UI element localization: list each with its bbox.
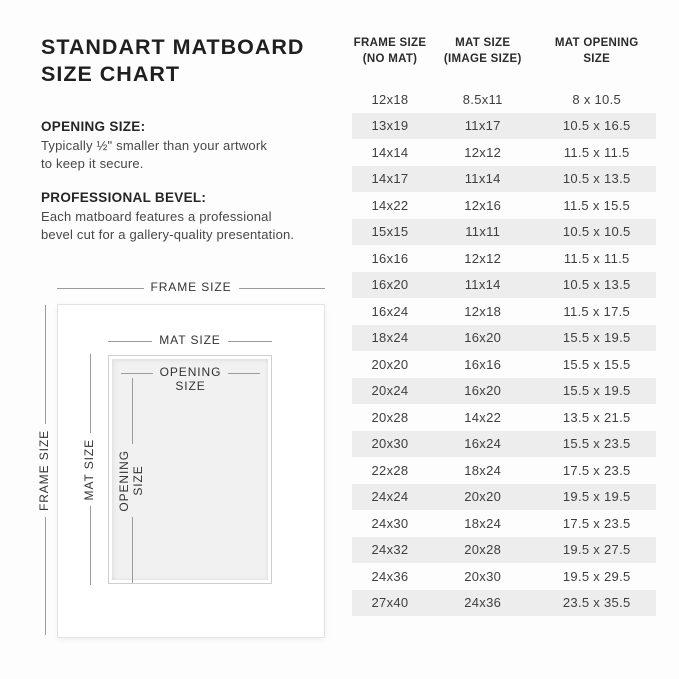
table-cell: 11x11 <box>465 224 501 240</box>
table-row <box>352 590 656 617</box>
frame-size-label-horizontal: FRAME SIZE <box>150 280 232 295</box>
table-row <box>352 404 656 431</box>
table-row <box>352 537 656 564</box>
table-cell: 20x30 <box>464 568 502 584</box>
column-header-line: (IMAGE SIZE) <box>443 52 522 65</box>
table-cell: 15.5 x 15.5 <box>562 356 631 372</box>
professional-bevel-description <box>41 208 361 245</box>
table-cell: 16x24 <box>371 303 409 319</box>
table-cell: 12x12 <box>464 144 502 160</box>
table-cell: 10.5 x 13.5 <box>562 277 631 293</box>
table-row <box>352 298 656 325</box>
table-cell: 24x24 <box>371 489 409 505</box>
opening-size-description-line2: to keep it secure. <box>41 156 144 172</box>
table-cell: 11x14 <box>464 171 501 187</box>
dimension-line <box>57 288 144 289</box>
column-header-line: SIZE <box>583 52 611 65</box>
table-cell: 19.5 x 29.5 <box>562 568 631 584</box>
opening-size-label-line2: SIZE <box>175 378 206 393</box>
table-cell: 13.5 x 21.5 <box>562 409 631 425</box>
table-row <box>352 510 656 537</box>
table-cell: 17.5 x 23.5 <box>562 515 631 531</box>
professional-bevel-description-line1: Each matboard features a professional <box>41 209 272 224</box>
page-title-line1: STANDART MATBOARD <box>41 35 305 59</box>
table-cell: 16x24 <box>464 436 502 452</box>
table-cell: 19.5 x 27.5 <box>562 542 631 558</box>
page-title <box>41 34 361 88</box>
frame-size-vertical-dimension <box>36 305 54 635</box>
table-cell: 16x16 <box>371 250 409 266</box>
table-cell: 24x30 <box>371 515 409 531</box>
table-cell: 11.5 x 11.5 <box>563 250 630 266</box>
column-header-mat-size <box>428 36 537 67</box>
dimension-line <box>45 305 46 424</box>
mat-size-vertical-dimension <box>81 354 99 585</box>
table-cell: 11x14 <box>464 277 501 293</box>
table-row <box>352 166 656 193</box>
dimension-line <box>239 288 326 289</box>
frame-size-label-vertical: FRAME SIZE <box>37 429 52 511</box>
table-cell: 20x30 <box>371 436 409 452</box>
opening-size-description-line1: Typically ½" smaller than your artwork <box>41 138 268 153</box>
table-cell: 11x17 <box>464 118 501 134</box>
table-row <box>352 563 656 590</box>
column-header-line: MAT SIZE <box>455 37 511 49</box>
opening-size-label-line1: OPENING <box>117 449 132 512</box>
table-cell: 15x15 <box>371 224 409 240</box>
mat-size-label-vertical: MAT SIZE <box>82 438 97 501</box>
dimension-line <box>228 341 272 342</box>
table-cell: 20x28 <box>464 542 502 558</box>
mat-size-horizontal-dimension <box>108 334 272 348</box>
size-table-header <box>352 36 656 67</box>
table-cell: 20x20 <box>464 489 502 505</box>
table-row <box>352 378 656 405</box>
table-cell: 23.5 x 35.5 <box>562 595 631 611</box>
table-row <box>352 351 656 378</box>
table-row <box>352 325 656 352</box>
table-cell: 12x12 <box>464 250 502 266</box>
column-header-mat-opening-size <box>537 36 656 67</box>
table-cell: 14x14 <box>371 144 409 160</box>
table-cell: 16x20 <box>464 330 502 346</box>
opening-size-description <box>41 137 361 174</box>
table-cell: 22x28 <box>371 462 409 478</box>
table-cell: 10.5 x 10.5 <box>562 224 631 240</box>
table-row <box>352 431 656 458</box>
table-cell: 20x20 <box>371 356 409 372</box>
table-cell: 8.5x11 <box>462 91 503 107</box>
dimension-line <box>45 517 46 636</box>
table-cell: 14x17 <box>371 171 409 187</box>
table-cell: 19.5 x 19.5 <box>562 489 631 505</box>
table-cell: 11.5 x 15.5 <box>563 197 631 213</box>
table-cell: 12x16 <box>464 197 502 213</box>
table-cell: 11.5 x 11.5 <box>563 144 630 160</box>
table-cell: 16x16 <box>464 356 502 372</box>
dimension-line <box>132 517 133 583</box>
table-cell: 8 x 10.5 <box>572 91 622 107</box>
table-cell: 20x24 <box>371 383 409 399</box>
table-cell: 16x20 <box>464 383 502 399</box>
column-header-line: MAT OPENING <box>554 37 639 49</box>
page-title-line2: SIZE CHART <box>41 62 180 87</box>
table-cell: 16x20 <box>371 277 409 293</box>
opening-size-label-vertical <box>118 450 146 512</box>
dimension-line <box>90 354 91 433</box>
column-header-line: (NO MAT) <box>362 52 418 65</box>
table-row <box>352 192 656 219</box>
table-row <box>352 113 656 140</box>
size-table <box>352 36 656 616</box>
column-header-line: FRAME SIZE <box>353 37 427 49</box>
column-header-frame-size <box>352 36 428 67</box>
table-row <box>352 139 656 166</box>
professional-bevel-heading: PROFESSIONAL BEVEL: <box>41 190 207 205</box>
table-cell: 18x24 <box>464 515 502 531</box>
opening-size-label-line1: OPENING <box>159 365 222 379</box>
dimension-line <box>90 506 91 585</box>
table-cell: 12x18 <box>371 91 409 107</box>
mat-size-label-horizontal: MAT SIZE <box>159 333 221 348</box>
opening-size-label-line2: SIZE <box>131 465 145 496</box>
table-cell: 17.5 x 23.5 <box>562 462 631 478</box>
table-cell: 24x32 <box>371 542 409 558</box>
dimension-line <box>108 341 152 342</box>
table-cell: 24x36 <box>464 595 502 611</box>
table-cell: 18x24 <box>464 462 502 478</box>
table-cell: 11.5 x 17.5 <box>563 303 631 319</box>
table-cell: 24x36 <box>371 568 409 584</box>
table-cell: 20x28 <box>371 409 409 425</box>
table-cell: 18x24 <box>371 330 409 346</box>
dimension-line <box>121 373 153 374</box>
table-cell: 15.5 x 19.5 <box>562 330 631 346</box>
table-cell: 10.5 x 16.5 <box>562 118 631 134</box>
table-cell: 14x22 <box>464 409 502 425</box>
table-row <box>352 272 656 299</box>
table-cell: 12x18 <box>464 303 502 319</box>
table-cell: 14x22 <box>371 197 409 213</box>
dimension-line <box>132 378 133 444</box>
size-table-body <box>352 86 656 616</box>
table-cell: 15.5 x 19.5 <box>562 383 631 399</box>
professional-bevel-description-line2: bevel cut for a gallery-quality presentation. <box>41 227 295 243</box>
table-cell: 27x40 <box>371 595 409 611</box>
table-cell: 15.5 x 23.5 <box>562 436 631 452</box>
table-cell: 10.5 x 13.5 <box>562 171 631 187</box>
table-row <box>352 219 656 246</box>
table-row <box>352 86 656 113</box>
dimension-line <box>228 373 260 374</box>
table-row <box>352 484 656 511</box>
table-cell: 13x19 <box>371 118 409 134</box>
table-row <box>352 245 656 272</box>
frame-size-horizontal-dimension <box>57 281 325 295</box>
opening-size-heading: OPENING SIZE: <box>41 119 146 134</box>
opening-size-label-horizontal <box>160 366 222 394</box>
opening-size-vertical-dimension <box>117 378 147 583</box>
table-row <box>352 457 656 484</box>
